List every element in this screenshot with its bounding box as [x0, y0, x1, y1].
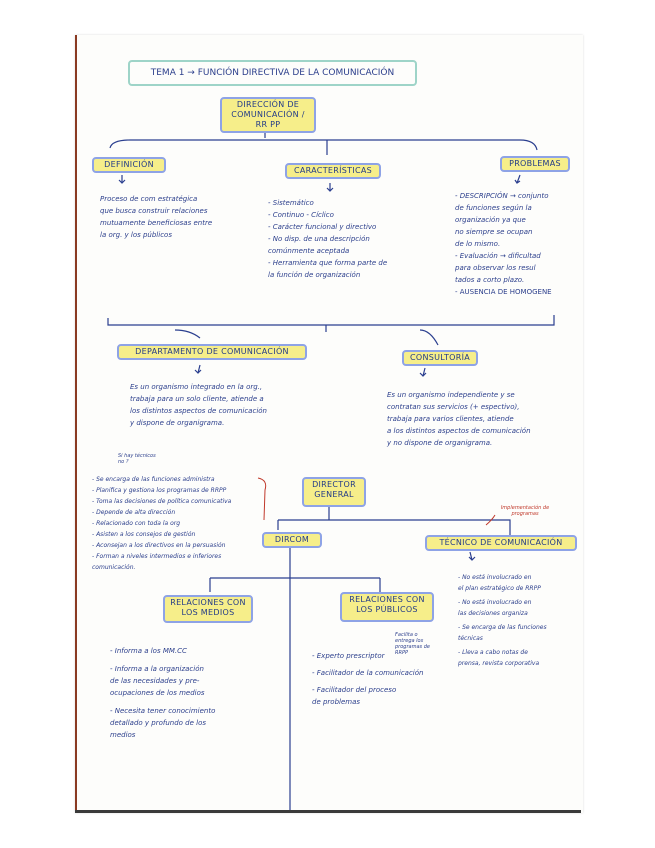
node-dircom: DIRCOM — [262, 532, 322, 548]
node-consultoria: CONSULTORÍA — [402, 350, 478, 366]
node-departamento: DEPARTAMENTO DE COMUNICACIÓN — [117, 344, 307, 360]
connector-top-bar — [110, 140, 537, 150]
node-problemas: PROBLEMAS — [500, 156, 570, 172]
consultoria-text: Es un organismo independiente y se contratan sus servicios (+ espectivo), trabaja para varios clientes, atiende a los distintos aspectos de comunicación y no dispone de organigrama. — [387, 391, 531, 447]
director-item: - Asisten a los consejos de gestión — [92, 531, 196, 538]
problemas-list — [455, 190, 573, 298]
medios-list — [110, 645, 280, 741]
node-relaciones-publicos: RELACIONES CON LOS PÚBLICOS — [340, 592, 434, 622]
tecnico-item: - Lleva a cabo notas de prensa, revista corporativa — [458, 649, 540, 667]
director-item: - Toma las decisiones de política comunicativa — [92, 498, 232, 505]
publicos-item: - Experto prescriptor — [312, 652, 385, 660]
node-tecnico: TÉCNICO DE COMUNICACIÓN — [425, 535, 577, 551]
node-caracteristicas: CARACTERÍSTICAS — [285, 163, 381, 179]
tecnico-item: - Se encarga de las funciones técnicas — [458, 624, 547, 642]
root-node: DIRECCIÓN DE COMUNICACIÓN / RR PP — [220, 97, 316, 133]
tecnico-item: - No está involucrado en las decisiones organiza — [458, 599, 532, 617]
problema-item: - AUSENCIA DE HOMOGENE — [455, 288, 552, 296]
definicion-text: Proceso de com estratégica que busca construir relaciones mutuamente beneficiosas entre la org. y los públicos — [100, 195, 213, 239]
director-item: comunicación. — [92, 564, 136, 571]
node-director-general: DIRECTOR GENERAL — [302, 477, 366, 507]
page-title: TEMA 1 → FUNCIÓN DIRECTIVA DE LA COMUNICACIÓN — [128, 60, 417, 86]
caracteristica-item: - Continuo - Cíclico — [268, 211, 334, 219]
caracteristica-item: - Carácter funcional y directivo — [268, 223, 377, 231]
departamento-text: Es un organismo integrado en la org., trabaja para un solo cliente, atiende a los distintos aspectos de comunicación y dispone de organigrama. — [130, 383, 267, 427]
medios-item: - Informa a la organización de las necesidades y pre- ocupaciones de los medios — [110, 665, 205, 697]
director-list — [92, 474, 277, 573]
director-item: - Relacionado con toda la org — [92, 520, 181, 527]
director-item: - Se encarga de las funciones administra — [92, 476, 215, 483]
publicos-item: - Facilitador de la comunicación — [312, 669, 424, 677]
connector-mid-bar — [108, 315, 554, 325]
director-note: Si hay técnicos no ? — [118, 453, 156, 465]
publicos-list — [312, 650, 452, 708]
problema-item: - Evaluación → dificultad para observar los resul tados a corto plazo. — [455, 252, 541, 284]
medios-item: - Informa a los MM.CC — [110, 647, 187, 655]
node-definicion: DEFINICIÓN — [92, 157, 166, 173]
caracteristica-item: - Herramienta que forma parte de la función de organización — [268, 259, 388, 279]
director-item: - Planifica y gestiona los programas de RRPP — [92, 487, 227, 494]
tecnico-item: - No está involucrado en el plan estratégico de RRPP — [458, 574, 541, 592]
medios-item: - Necesita tener conocimiento detallado y profundo de los medios — [110, 707, 216, 739]
publicos-item: - Facilitador del proceso de problemas — [312, 686, 397, 706]
tecnico-list — [458, 572, 576, 669]
problema-item: - DESCRIPCIÓN → conjunto de funciones según la organización ya que no siempre se ocupan de lo mismo. — [455, 192, 549, 248]
caracteristicas-list — [268, 197, 438, 281]
tecnico-note: Implementación de programas — [500, 505, 550, 517]
director-item: - Aconsejan a los directivos en la persuasión — [92, 542, 226, 549]
publicos-note: Facilita o entrega los programas de RRPP — [395, 632, 430, 656]
director-item: - Forman a niveles intermedios e inferiores — [92, 553, 222, 560]
caracteristica-item: - Sistemático — [268, 199, 314, 207]
node-relaciones-medios: RELACIONES CON LOS MEDIOS — [163, 595, 253, 623]
caracteristica-item: - No disp. de una descripción comúnmente aceptada — [268, 235, 370, 255]
director-item: - Depende de alta dirección — [92, 509, 176, 516]
